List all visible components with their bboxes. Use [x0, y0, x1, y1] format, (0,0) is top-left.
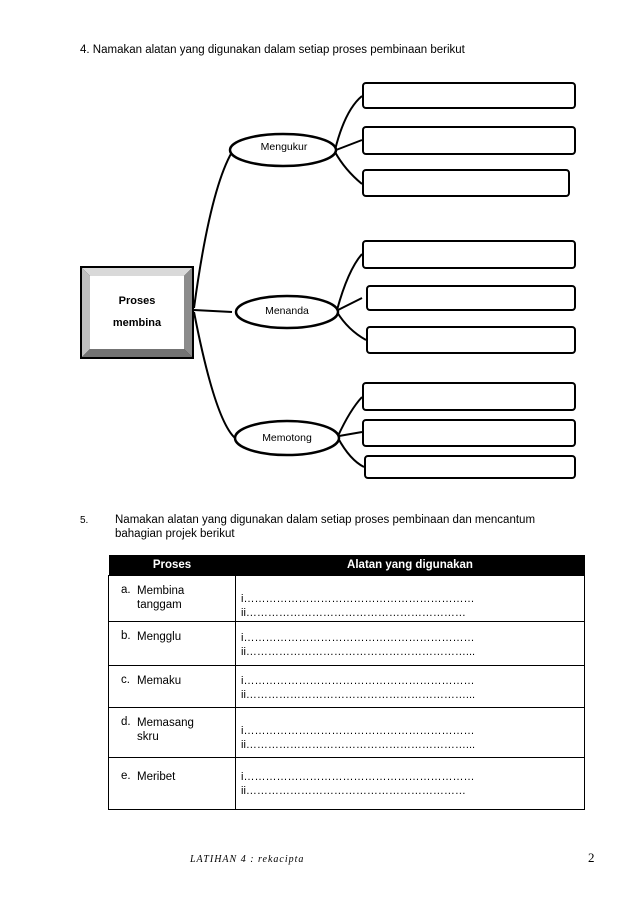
connector-memotong-1 — [338, 397, 362, 436]
answer-box-menanda-2 — [367, 286, 575, 310]
root-label-line2: membina — [112, 317, 162, 329]
root-label-line1: Proses — [118, 295, 156, 307]
answer-line-ii[interactable]: ii……………………………………………………... — [241, 646, 476, 658]
connector-memotong-3 — [338, 438, 364, 467]
answer-line-i[interactable]: i……………………………………………………… — [241, 725, 475, 737]
answer-line-i[interactable]: i……………………………………………………… — [241, 632, 475, 644]
connector-root-mengukur — [194, 152, 232, 308]
answer-box-memotong-3 — [365, 456, 575, 478]
answer-line-i[interactable]: i……………………………………………………… — [241, 771, 475, 783]
table-row — [109, 758, 585, 810]
connector-memotong-2 — [339, 432, 362, 436]
answer-line-ii[interactable]: ii…………………………………………………… — [241, 785, 466, 797]
root-node-label — [90, 290, 184, 334]
row-letter: d. — [121, 716, 131, 728]
answer-box-memotong-1 — [363, 383, 575, 410]
connector-root-menanda — [194, 310, 232, 312]
footer-text: LATIHAN 4 : rekacipta — [190, 854, 305, 865]
row-process-name: Memasang skru — [137, 717, 194, 743]
connector-mengukur-2 — [336, 140, 362, 150]
row-process-name: Mengglu — [137, 631, 182, 643]
table-row — [109, 708, 585, 758]
row-letter: e. — [121, 770, 131, 782]
answer-line-ii[interactable]: ii…………………………………………………… — [241, 607, 466, 619]
answer-box-menanda-3 — [367, 327, 575, 353]
row-process-name: Meribet — [137, 771, 176, 783]
answer-line-i[interactable]: i……………………………………………………… — [241, 675, 475, 687]
connector-menanda-2 — [338, 298, 362, 310]
answer-box-mengukur-3 — [363, 170, 569, 196]
row-letter: c. — [121, 674, 130, 686]
branch-label-memotong: Memotong — [262, 432, 312, 444]
table-row — [109, 622, 585, 666]
row-letter: a. — [121, 584, 131, 596]
branch-label-menanda: Menanda — [265, 305, 309, 317]
answer-box-mengukur-1 — [363, 83, 575, 108]
question-5-number: 5. — [80, 515, 89, 526]
connector-menanda-3 — [337, 312, 366, 340]
proses-table — [108, 555, 585, 810]
question-5-text: Namakan alatan yang digunakan dalam setiap proses pembinaan dan mencantum bahagian projek berikut — [115, 514, 536, 540]
row-process-name: Memaku — [137, 675, 182, 687]
row-process-name: Membina tanggam — [137, 585, 185, 611]
table-header-row — [109, 555, 585, 576]
page-number: 2 — [588, 850, 595, 865]
answer-box-menanda-1 — [363, 241, 575, 268]
table-row — [109, 576, 585, 622]
header-alatan: Alatan yang digunakan — [236, 555, 585, 576]
branch-label-mengukur: Mengukur — [260, 141, 308, 153]
answer-box-mengukur-2 — [363, 127, 575, 154]
connector-menanda-1 — [337, 254, 362, 310]
connector-root-memotong — [194, 312, 235, 438]
answer-boxes — [363, 83, 575, 478]
answer-box-memotong-2 — [363, 420, 575, 446]
table-row — [109, 666, 585, 708]
connector-mengukur-3 — [335, 152, 362, 184]
answer-line-ii[interactable]: ii……………………………………………………... — [241, 689, 476, 701]
question-4-text: 4. Namakan alatan yang digunakan dalam setiap proses pembinaan berikut — [80, 44, 465, 56]
answer-line-ii[interactable]: ii……………………………………………………... — [241, 739, 476, 751]
row-letter: b. — [121, 630, 131, 642]
answer-line-i[interactable]: i……………………………………………………… — [241, 593, 475, 605]
header-proses: Proses — [109, 555, 236, 576]
